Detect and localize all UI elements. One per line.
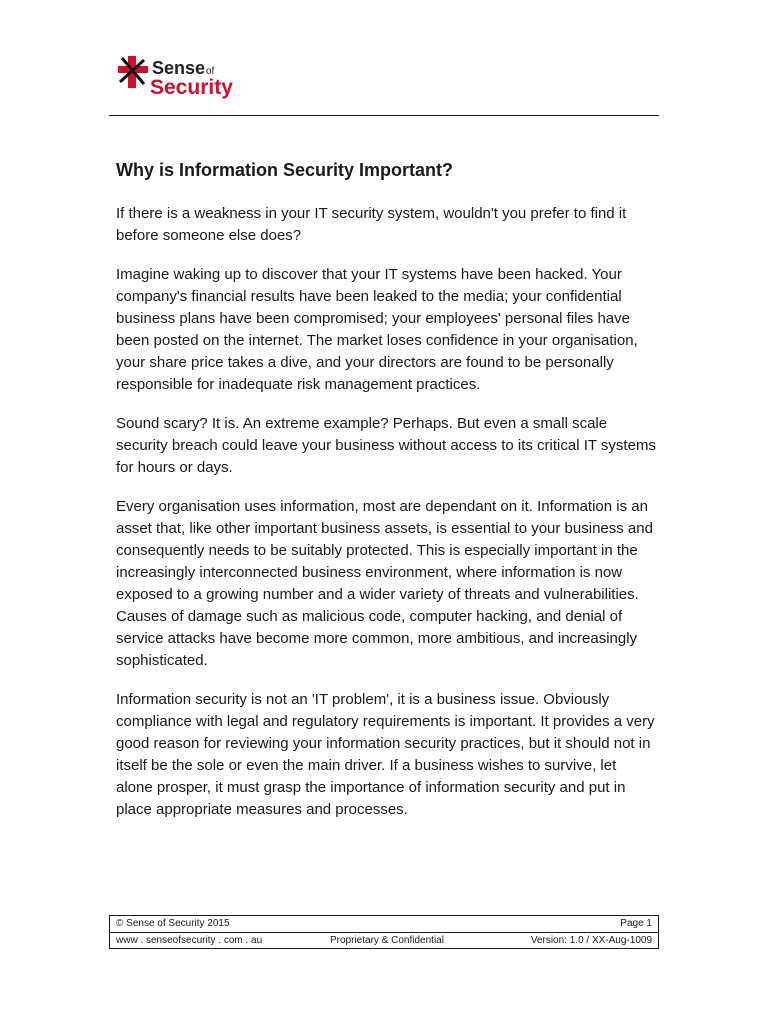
page-title: Why is Information Security Important? — [116, 160, 454, 180]
page-footer — [109, 915, 659, 949]
footer-version: Version: 1.0 / XX-Aug-1009 — [530, 935, 652, 946]
paragraph-4: Every organisation uses information, most are dependant on it. Information is an asset that, like other important business assets, is essential to your business and consequently needs to be suitably protected. This is especially important in the increasingly interconnected business environment, where information is now exposed to a growing number and a wider variety of threats and vulnerabilities. Causes of damage such as malicious code, computer hacking, and denial of service attacks have become more common, more ambitious, and increasingly sophisticated. — [116, 498, 653, 669]
header-divider — [109, 115, 659, 116]
paragraph-1: If there is a weakness in your IT security system, wouldn't you prefer to find it before someone else does? — [116, 205, 627, 244]
logo-word-sense: Sense — [152, 58, 206, 78]
footer-classification: Proprietary & Confidential — [330, 935, 444, 946]
paragraph-5: Information security is not an 'IT problem', it is a business issue. Obviously compliance with legal and regulatory requirements is important. It provides a very good reason for reviewing your information security practices, but it should not in itself be the sole or even the main driver. If a business wishes to survive, let alone prosper, it must grasp the importance of information security and put in place appropriate measures and processes. — [116, 691, 655, 818]
sense-of-security-logo-icon — [118, 50, 258, 100]
paragraph-2: Imagine waking up to discover that your IT systems have been hacked. Your company's financial results have been leaked to the media; your confidential business plans have been compromised; your employees' personal files have been posted on the internet. The market loses confidence in your organisation, your share price takes a dive, and your directors are found to be personally responsible for inadequate risk management practices. — [116, 266, 638, 393]
footer-website: www . senseofsecurity . com . au — [116, 935, 263, 946]
company-logo — [118, 50, 258, 100]
article-body — [116, 156, 656, 838]
logo-word-security: Security — [150, 76, 233, 99]
paragraph-3: Sound scary? It is. An extreme example? Perhaps. But even a small scale security breach could leave your business without access to its critical IT systems for hours or days. — [116, 415, 656, 476]
footer-row-top — [110, 916, 658, 933]
footer-copyright: © Sense of Security 2015 — [116, 918, 230, 929]
footer-row-bottom — [110, 933, 658, 949]
footer-page-number: Page 1 — [620, 918, 652, 929]
logo-word-of: of — [206, 66, 215, 77]
